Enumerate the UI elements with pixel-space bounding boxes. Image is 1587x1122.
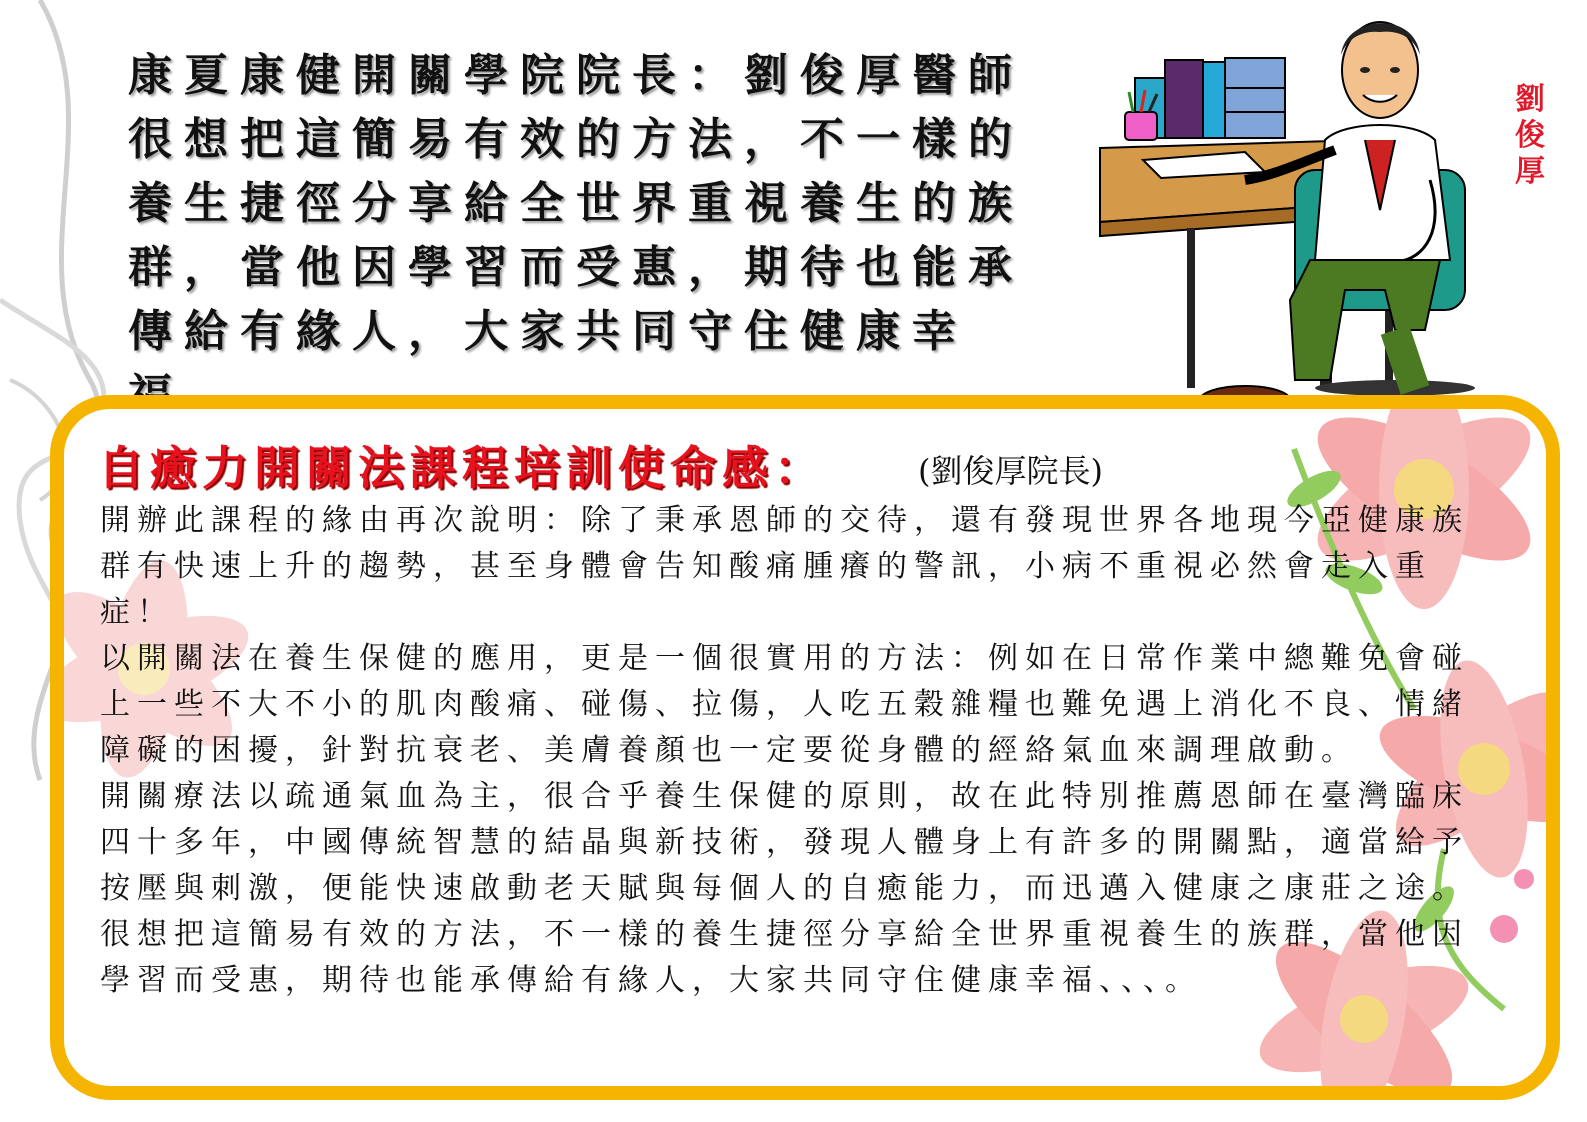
intro-paragraph: 康夏康健開關學院院長：劉俊厚醫師很想把這簡易有效的方法，不一樣的養生捷徑分享給全世界重視養生的族群，當他因學習而受惠，期待也能承傳給有緣人，大家共同守住健康幸 <box>128 50 1024 357</box>
body-paragraph: 開關療法以疏通氣血為主，很合乎養生保健的原則，故在此特別推薦恩師在臺灣臨床四十多年，中國傳統智慧的結晶與新技術，發現人體身上有許多的開關點，適當給予按壓與刺激，便能快速啟動老天賦與每個人的自癒能力，而迅邁入健康之康莊之途。 <box>100 779 1469 906</box>
course-body <box>100 498 1475 1004</box>
course-heading: 自癒力開關法課程培訓使命感： <box>98 441 826 495</box>
body-paragraph: 開辦此課程的緣由再次說明：除了秉承恩師的交待，還有發現世界各地現今亞健康族群有快速上升的趨勢，甚至身體會告知酸痛腫癢的警訊，小病不重視必然會走入重症！ <box>100 503 1469 630</box>
body-paragraph: 以開關法在養生保健的應用，更是一個很實用的方法：例如在日常作業中總難免會碰上一些不大不小的肌肉酸痛、碰傷、拉傷，人吃五穀雜糧也難免遇上消化不良、情緒障礙的困擾，針對抗衰老、美膚養顏也一定要從身體的經絡氣血來調理啟動。 <box>100 641 1469 768</box>
body-paragraph: 很想把這簡易有效的方法，不一樣的養生捷徑分享給全世界重視養生的族群，當他因學習而受惠，期待也能承傳給有緣人，大家共同守住健康幸福、、、。 <box>100 917 1469 998</box>
doctor-name-label: 劉俊厚 <box>1515 82 1545 189</box>
course-subtitle: (劉俊厚院長) <box>918 452 1103 490</box>
doctor-at-desk-illustration <box>1095 0 1495 420</box>
